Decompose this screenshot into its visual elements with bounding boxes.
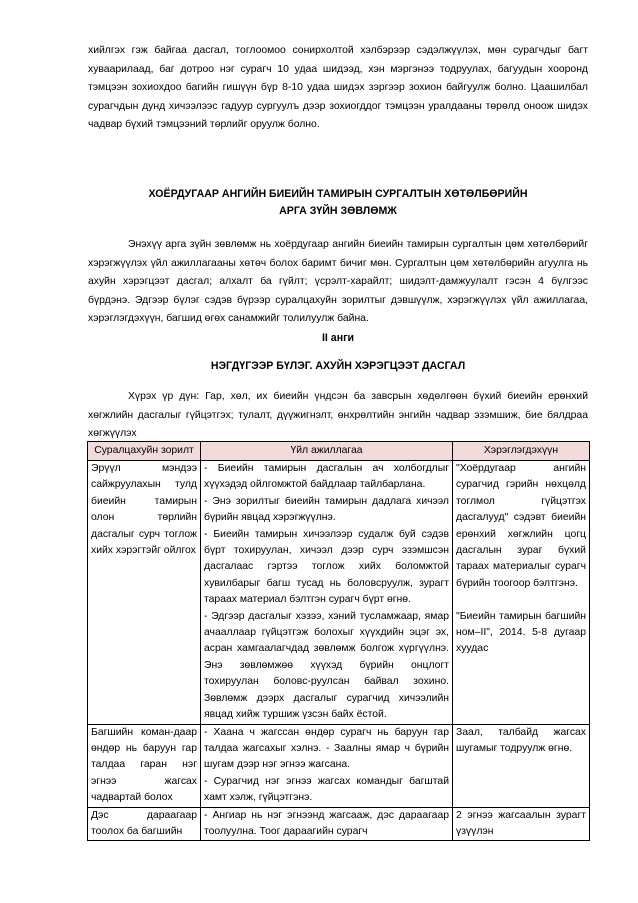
resource-item: "Биеийн тамирын багшийн ном–II", 2014. 5-8 дугаар хуудас xyxy=(456,610,586,655)
activity-cell xyxy=(201,461,453,725)
activity-item: - Биеийн тамирын дасгалын ач холбогдлыг хүүхэдэд ойлгомжтой байдлаар тайлбарлана. xyxy=(204,463,449,491)
column-header-resources: Хэрэглэгдэхүүн xyxy=(453,442,590,461)
resources-cell: 2 эгнээ жагсаалын зурагт үзүүлэн xyxy=(453,807,590,841)
activity-cell xyxy=(201,724,453,807)
goal-cell: Эрүүл мэндээ сайжруулахын тулд биеийн тамирын олон төрлийн дасгалыг сурч тоглож хийх хэрэгтэйг ойлгох xyxy=(88,461,201,725)
chapter-title: НЭГДҮГЭЭР БҮЛЭГ. АХУЙН ХЭРЭГЦЭЭТ ДАСГАЛ xyxy=(210,360,466,372)
activity-item: - Биеийн тамирын хичээлээр судалж буй сэдэв бүрт тохируулан, хичээл дээр сурч эзэмшсэн дасгалаас гэртээ тоглож хийх боломжтой хувилбарыг багш тусад нь боловсруулж, зурагт тараах материал бэлтгэн сурагч бүрт өгнө. xyxy=(204,528,449,606)
intro-paragraph: хийлгэх гэж байгаа дасгал, тоглоомоо сонирхолтой хэлбэрээр сэдэлжүүлэх, мөн сурагчдыг багт хуваарилаад, баг дотроо нэг сурагч 10 удаа шидээд, хэн мэргэнээ тодруулах, багуудын хооронд тэмцээн зохиохдоо багийн гишүүн бүр 8-10 удаа шидэх зэргээр зохион байгуулж болно. Цаашилбал сурагчдын дунд хичээлээс гадуур сургуулъ дээр зохиогддог тэмцээн уралдааны төрөлд оноож шидэх чадвар бүхий тэмцээний төрлийг оруулж болно. xyxy=(88,45,588,131)
goal-cell: Багшийн коман-даар өндөр нь баруун гар талдаа гаран нэг эгнээ жагсах чадвартай болох xyxy=(88,724,201,807)
grade-label: II анги xyxy=(321,332,355,344)
section-paragraph: Энэхүү арга зүйн зөвлөмж нь хоёрдугаар ангийн биеийн тамирын сургалтын цөм хөтөлбөрийг хэрэгжүүлэх үйл ажиллагааны хөтөч болох баримт бичиг мөн. Сургалтын цөм хөтөлбөрийн агуулга нь ахуйн хэрэгцээт дасгал; алхалт ба гүйлт; үсрэлт-харайлт; шидэлт-дамжуулалт гэсэн 4 бүлгээс бүрдэнэ. Эдгээр бүлэг сэдэв бүрээр суралцахуйн зорилтыг дэвшүүлж, хэрэгжүүлэх үйл ажиллагаа, хэрэглэгдэхүүн, багшид өгөх санамжийг толилуулж байна. xyxy=(88,239,588,325)
table-row xyxy=(88,461,590,725)
resource-item: "Хоёрдугаар ангийн сурагчид гэрийн нөхцөлд тоглмол гүйцэтгэх дасгалууд" сэдэвт биеийн ерөнхий хөгжлийн цогц дасгалын зураг бүхий тараах материалыг сурагч бүрийн тоогоор бэлтгэнэ. xyxy=(456,463,586,589)
table-header-row xyxy=(88,442,590,461)
section-title xyxy=(88,186,588,220)
goal-cell: Дэс дараагаар тоолох ба багшийн xyxy=(88,807,201,841)
section-title-line-2: АРГА ЗҮЙН ЗӨВЛӨМЖ xyxy=(279,205,397,217)
table-row xyxy=(88,807,590,841)
curriculum-table xyxy=(87,441,590,841)
table-row xyxy=(88,724,590,807)
column-header-activity: Үйл ажиллагаа xyxy=(201,442,453,461)
activity-item: - Сурагчид нэг эгнээ жагсах командыг багштай хамт хэлж, гүйцэтгэнэ. xyxy=(204,775,449,804)
column-header-goal: Суралцахуйн зорилт xyxy=(88,442,201,461)
outcome-paragraph: Хүрэх үр дүн: Гар, хөл, их биеийн үндсэн ба завсрын хөдөлгөөн бүхий биеийн ерөнхий хөгжлийн дасгалыг гүйцэтгэх; тулалт, дүүжигнэлт, өнхрөлтийн энгийн чадвар эзэмшиж, бие бялдраа хөгжүүлэх xyxy=(88,391,588,440)
resources-cell: Заал, талбайд жагсах шугамыг тодруулж өгнө. xyxy=(453,724,590,807)
resources-cell xyxy=(453,461,590,725)
activity-cell: - Ангиар нь нэг эгнээнд жагсааж, дэс дараагаар тоолуулна. Тоог дараагийн сурагч xyxy=(201,807,453,841)
activity-item: - Энэ зорилтыг биеийн тамирын дадлага хичээл бүрийн явцад хэрэгжүүлнэ. xyxy=(204,495,449,524)
section-title-line-1: ХОЁРДУГААР АНГИЙН БИЕИЙН ТАМИРЫН СУРГАЛТЫН ХӨТӨЛБӨРИЙН xyxy=(148,188,528,200)
activity-item: - Хаана ч жагссан өндөр сурагч нь баруун гар талдаа жагсахыг хэлнэ. - Заалны ямар ч бүрийн шугам дээр нэг эгнээ жагсана. xyxy=(204,726,449,771)
activity-item: - Эдгээр дасгалыг хэзээ, хэний тусламжаар, ямар ачааллаар гүйцэтгэж болохыг хүүхдийн эцэг эх, асран хамгаалагчдад зөвлөмж болгож хүргүүлнэ. Энэ зөвлөмжөө хүүхэд бүрийн онцлогт тохируулан боловс-руулсан байвал зохино. Зөвлөмж дээрх дасгалыг сурагчид хичээлийн явцад хийж туршиж үзсэн байх ёстой. xyxy=(204,610,449,721)
